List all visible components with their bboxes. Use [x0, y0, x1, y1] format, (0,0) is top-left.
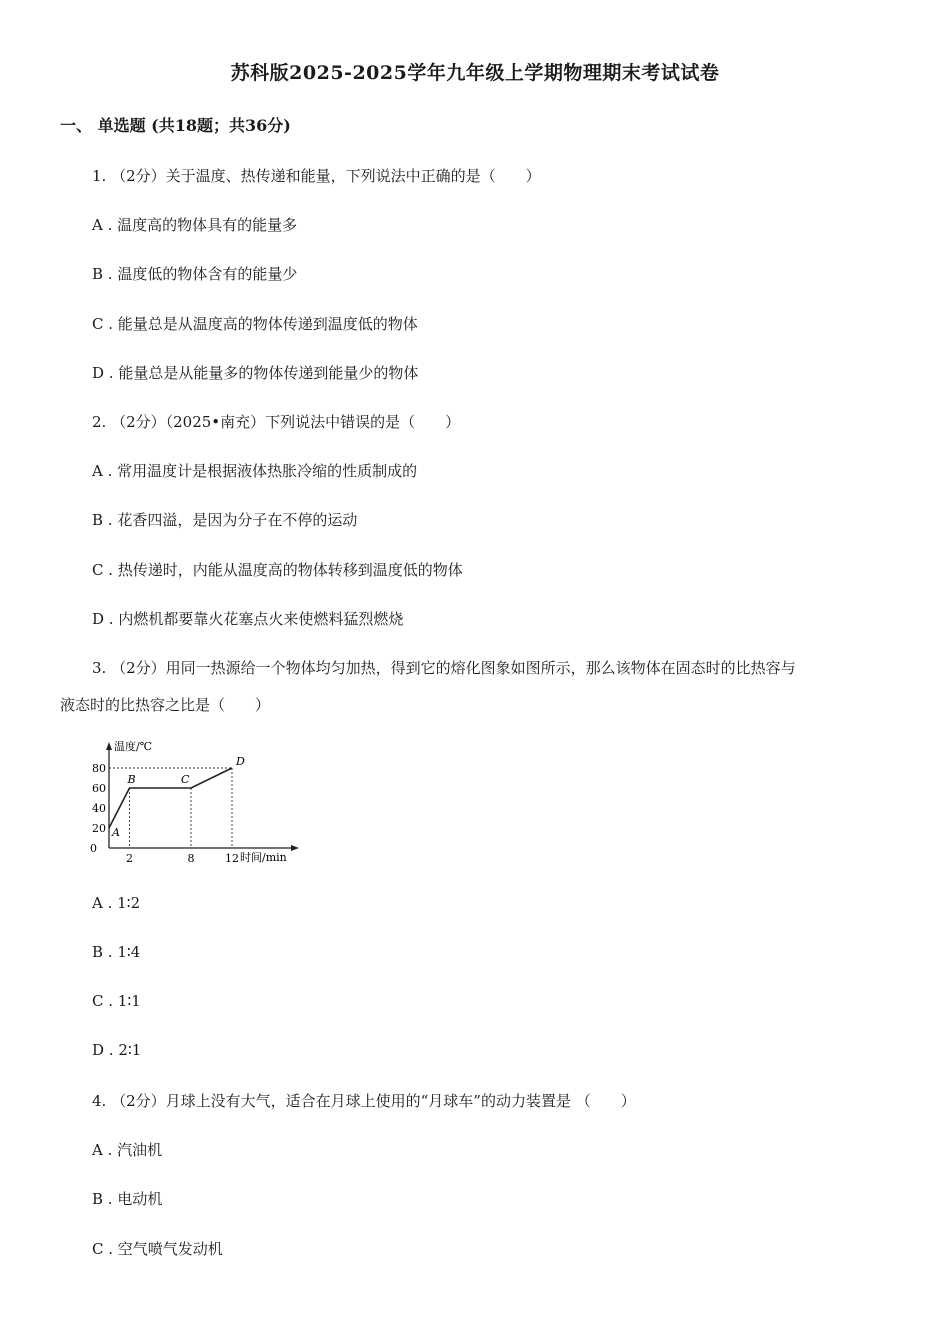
question-1-stem: 1. （2分）关于温度、热传递和能量，下列说法中正确的是（ ） — [92, 167, 541, 185]
y-tick-label: 60 — [92, 782, 106, 795]
y-tick-label: 40 — [92, 802, 106, 815]
x-axis-label: 时间/min — [240, 851, 287, 864]
question-2-option-c: C . 热传递时，内能从温度高的物体转移到温度低的物体 — [92, 561, 463, 579]
point-label: C — [181, 773, 190, 786]
question-3-option-a: A . 1∶2 — [92, 894, 141, 912]
question-2-option-d: D . 内燃机都要靠火花塞点火来使燃料猛烈燃烧 — [92, 610, 404, 628]
question-1-option-c: C . 能量总是从温度高的物体传递到温度低的物体 — [92, 315, 418, 333]
question-2-option-b: B . 花香四溢，是因为分子在不停的运动 — [92, 511, 358, 529]
point-label: D — [236, 755, 245, 768]
x-tick-label: 2 — [126, 852, 133, 865]
question-3-stem-line1: 3. （2分）用同一热源给一个物体均匀加热，得到它的熔化图象如图所示，那么该物体在固态时的比热容与 — [92, 659, 796, 677]
question-3-option-c: C . 1∶1 — [92, 992, 141, 1010]
point-label: A — [112, 826, 120, 839]
question-3-option-b: B . 1∶4 — [92, 943, 141, 961]
question-1-option-a: A . 温度高的物体具有的能量多 — [92, 216, 298, 234]
x-axis-arrow — [291, 845, 299, 851]
question-1-option-d: D . 能量总是从能量多的物体传递到能量少的物体 — [92, 364, 419, 382]
question-3-option-d: D . 2∶1 — [92, 1041, 142, 1059]
page-title: 苏科版2025-2025学年九年级上学期物理期末考试试卷 — [230, 62, 720, 84]
melting-graph — [85, 736, 315, 866]
question-4-option-c: C . 空气喷气发动机 — [92, 1240, 223, 1258]
question-1-option-b: B . 温度低的物体含有的能量少 — [92, 265, 298, 283]
question-3-stem-line2: 液态时的比热容之比是（ ） — [60, 696, 271, 714]
y-axis-label: 温度/℃ — [114, 740, 153, 753]
x-tick-label: 8 — [187, 852, 195, 865]
question-4-stem: 4. （2分）月球上没有大气，适合在月球上使用的“月球车”的动力装置是 （ ） — [92, 1092, 636, 1110]
x-tick-label: 12 — [225, 852, 239, 865]
question-4-option-a: A . 汽油机 — [92, 1141, 163, 1159]
y-axis-arrow — [106, 742, 112, 750]
question-4-option-b: B . 电动机 — [92, 1190, 163, 1208]
point-label: B — [127, 773, 136, 786]
question-2-stem: 2. （2分）（2025•南充）下列说法中错误的是（ ） — [92, 413, 461, 431]
y-tick-label: 20 — [92, 822, 106, 835]
section-heading: 一、 单选题 (共18题；共36分) — [60, 116, 291, 135]
origin-label: 0 — [90, 842, 97, 855]
question-2-option-a: A . 常用温度计是根据液体热胀冷缩的性质制成的 — [92, 462, 418, 480]
y-tick-label: 80 — [92, 762, 106, 775]
